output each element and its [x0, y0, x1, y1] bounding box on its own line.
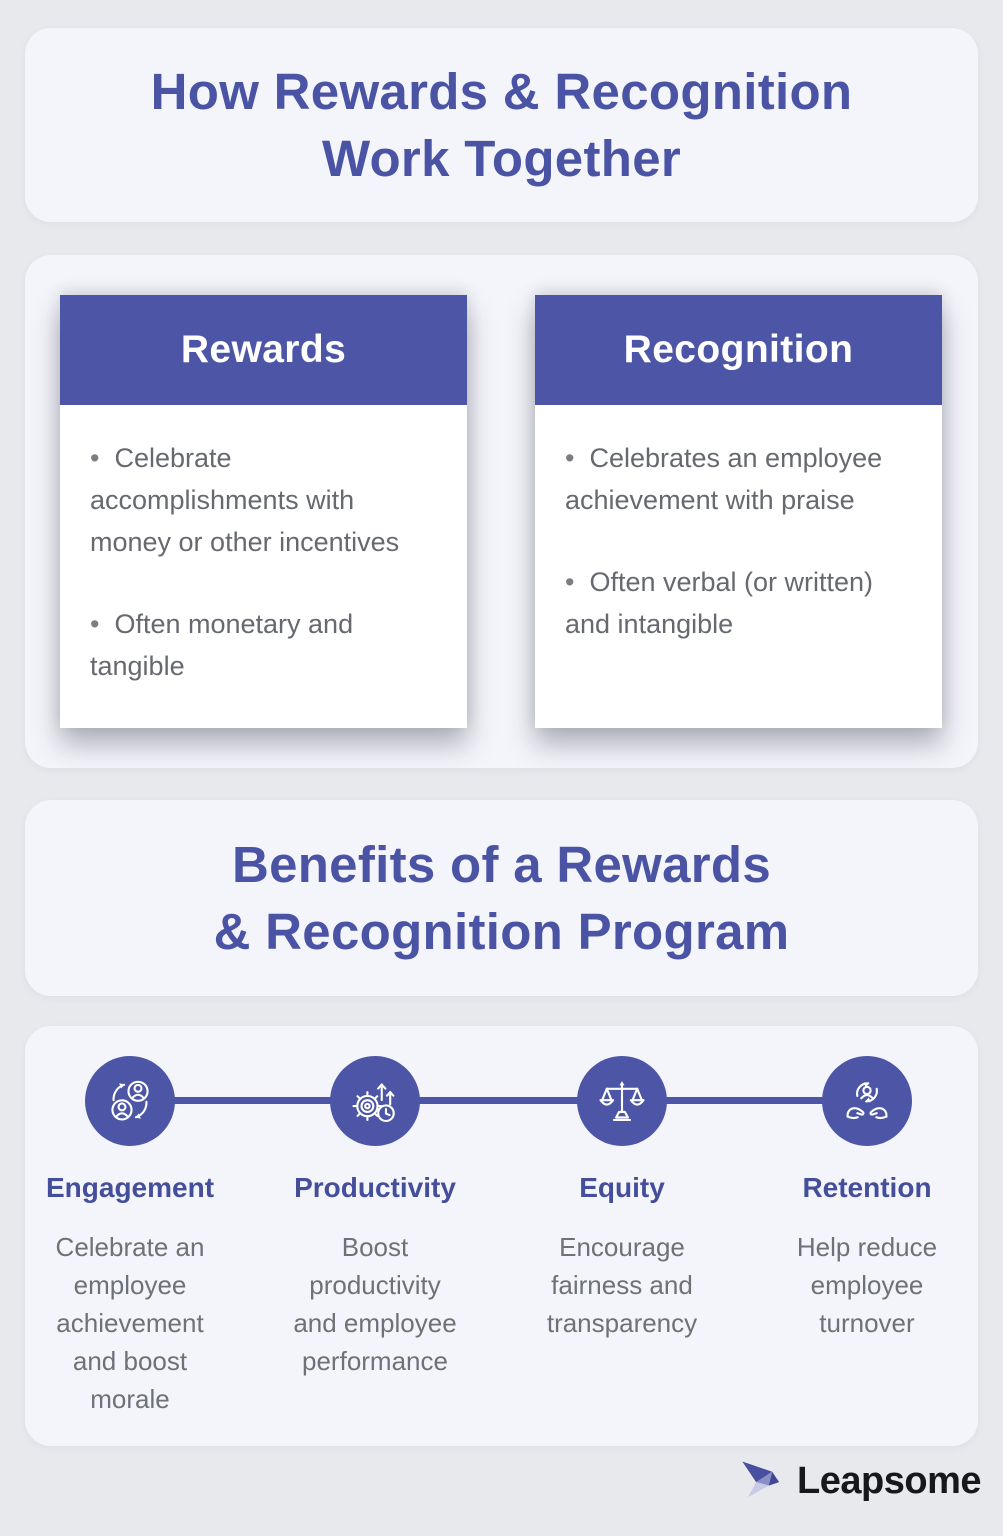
rewards-card [60, 295, 467, 728]
recognition-card-header [535, 295, 942, 405]
rewards-card-header [60, 295, 467, 405]
productivity-label: Productivity [294, 1172, 456, 1203]
brand-wordmark: Leapsome [797, 1459, 981, 1502]
bullet-dot: • [565, 443, 575, 473]
recognition-card-title: Recognition [623, 328, 854, 371]
recognition-card-body [535, 405, 942, 645]
engagement-description: Celebrate an employee achievement and boost morale [55, 1232, 205, 1414]
leapsome-origami-bird-logo [739, 1458, 787, 1504]
bullet-dot: • [90, 443, 100, 473]
leapsome-logo [739, 1458, 981, 1504]
benefit-retention [762, 1056, 972, 1342]
rewards-card-body [60, 405, 467, 687]
retention-hands-person-icon [840, 1074, 894, 1128]
benefits-title-line2: & Recognition Program [213, 903, 790, 960]
rewards-card-title: Rewards [180, 328, 347, 371]
benefit-productivity [270, 1056, 480, 1380]
productivity-circle-badge [330, 1056, 420, 1146]
benefits-title-line1: Benefits of a Rewards [231, 836, 772, 893]
equity-description: Encourage fairness and transparency [546, 1232, 698, 1338]
benefits-panel [25, 1026, 978, 1446]
recognition-bullet-2-text: Often verbal (or written) and intangible [565, 567, 874, 639]
retention-circle-badge [822, 1056, 912, 1146]
equity-circle-badge [577, 1056, 667, 1146]
recognition-bullet-1-text: Celebrates an employee achievement with praise [565, 443, 883, 515]
benefits-title-panel [25, 800, 978, 996]
bullet-dot: • [90, 609, 100, 639]
engagement-label: Engagement [45, 1172, 215, 1203]
timeline-connector-line [130, 1097, 867, 1104]
comparison-panel [25, 255, 978, 768]
equity-balance-scale-icon [595, 1074, 649, 1128]
productivity-gear-arrows-clock-icon [348, 1074, 402, 1128]
benefit-equity [517, 1056, 727, 1342]
recognition-bullet-2 [565, 561, 916, 645]
top-title-panel [25, 28, 978, 222]
bullet-dot: • [565, 567, 575, 597]
rewards-bullet-1 [90, 437, 441, 563]
rewards-bullet-2 [90, 603, 441, 687]
engagement-circle-badge [85, 1056, 175, 1146]
page-title-line1: How Rewards & Recognition [150, 63, 853, 120]
page-title [151, 58, 853, 192]
equity-label: Equity [579, 1172, 665, 1203]
retention-label: Retention [802, 1172, 932, 1203]
page-title-line2: Work Together [321, 130, 682, 187]
retention-description: Help reduce employee turnover [796, 1232, 938, 1338]
engagement-people-cycle-icon [103, 1074, 157, 1128]
benefit-engagement [25, 1056, 235, 1418]
benefits-title [214, 831, 790, 965]
productivity-description: Boost productivity and employee performance [293, 1232, 457, 1376]
recognition-card [535, 295, 942, 728]
recognition-bullet-1 [565, 437, 916, 521]
rewards-bullet-1-text: Celebrate accomplishments with money or other incentives [90, 443, 400, 557]
rewards-bullet-2-text: Often monetary and tangible [90, 609, 354, 681]
